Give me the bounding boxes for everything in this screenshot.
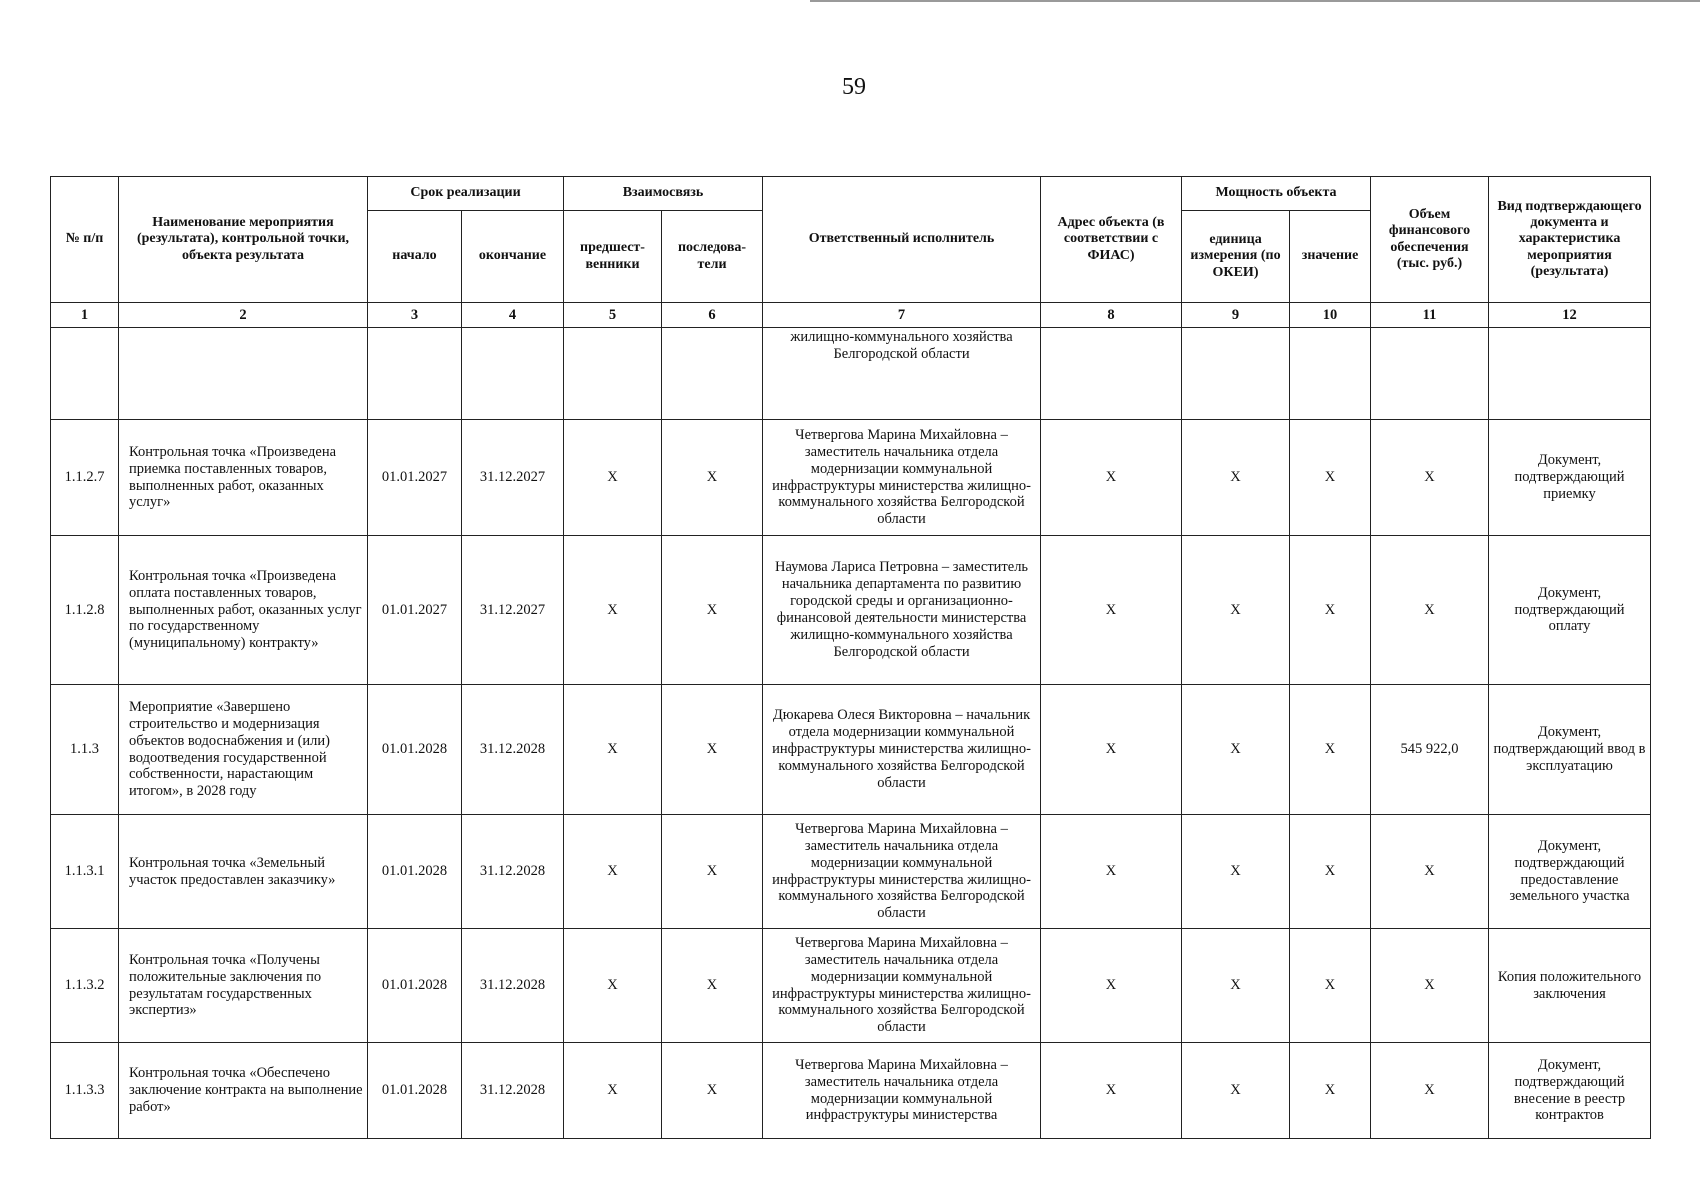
row-responsible: Четвергова Марина Михайловна – заместитель начальника отдела модернизации коммунальной инфраструктуры министерства жилищно-коммунального хозяйства Белгородской области [763, 815, 1041, 929]
row-succ: X [662, 929, 763, 1043]
row-unit: X [1182, 420, 1290, 536]
row-name: Контрольная точка «Земельный участок предоставлен заказчику» [119, 815, 368, 929]
row-num: 1.1.3.2 [51, 929, 119, 1043]
row-start: 01.01.2028 [368, 685, 462, 815]
header-succ: последова-тели [662, 211, 763, 303]
row-unit: X [1182, 929, 1290, 1043]
table-row [51, 420, 1651, 536]
row-responsible: Четвергова Марина Михайловна – заместитель начальника отдела модернизации коммунальной инфраструктуры министерства жилищно-коммунального хозяйства Белгородской области [763, 420, 1041, 536]
row-doc [1489, 328, 1651, 420]
row-responsible: Дюкарева Олеся Викторовна – начальник отдела модернизации коммунальной инфраструктуры министерства жилищно-коммунального хозяйства Белгородской области [763, 685, 1041, 815]
row-pred: X [564, 815, 662, 929]
row-succ: X [662, 420, 763, 536]
table-header [51, 177, 1651, 328]
column-number: 11 [1371, 303, 1489, 328]
row-name [119, 328, 368, 420]
row-num: 1.1.3 [51, 685, 119, 815]
table-row [51, 685, 1651, 815]
header-term-group: Срок реализации [368, 177, 564, 211]
row-unit: X [1182, 685, 1290, 815]
row-end: 31.12.2028 [462, 1043, 564, 1139]
row-start: 01.01.2028 [368, 929, 462, 1043]
header-address: Адрес объекта (в соответствии с ФИАС) [1041, 177, 1182, 303]
row-succ: X [662, 1043, 763, 1139]
column-number: 4 [462, 303, 564, 328]
row-name: Контрольная точка «Получены положительные заключения по результатам государственных экспертиз» [119, 929, 368, 1043]
row-start: 01.01.2027 [368, 420, 462, 536]
row-doc: Документ, подтверждающий предоставление земельного участка [1489, 815, 1651, 929]
row-end: 31.12.2028 [462, 929, 564, 1043]
row-responsible: жилищно-коммунального хозяйства Белгородской области [763, 328, 1041, 420]
column-number: 7 [763, 303, 1041, 328]
row-finance: X [1371, 536, 1489, 685]
row-start [368, 328, 462, 420]
row-pred [564, 328, 662, 420]
row-num: 1.1.3.1 [51, 815, 119, 929]
row-unit: X [1182, 1043, 1290, 1139]
column-number: 5 [564, 303, 662, 328]
row-start: 01.01.2028 [368, 815, 462, 929]
column-number: 6 [662, 303, 763, 328]
column-number: 2 [119, 303, 368, 328]
row-name: Контрольная точка «Произведена оплата поставленных товаров, выполненных работ, оказанных услуг по государственному (муниципальному) контракту» [119, 536, 368, 685]
row-name: Контрольная точка «Обеспечено заключение контракта на выполнение работ» [119, 1043, 368, 1139]
row-succ [662, 328, 763, 420]
row-unit [1182, 328, 1290, 420]
row-num: 1.1.2.8 [51, 536, 119, 685]
header-name: Наименование мероприятия (результата), контрольной точки, объекта результата [119, 177, 368, 303]
row-address: X [1041, 1043, 1182, 1139]
row-pred: X [564, 929, 662, 1043]
table-row [51, 1043, 1651, 1139]
header-finance: Объем финансового обеспечения (тыс. руб.) [1371, 177, 1489, 303]
row-end: 31.12.2028 [462, 815, 564, 929]
row-end: 31.12.2028 [462, 685, 564, 815]
header-value: значение [1290, 211, 1371, 303]
row-succ: X [662, 685, 763, 815]
row-address: X [1041, 685, 1182, 815]
row-address: X [1041, 420, 1182, 536]
row-name: Контрольная точка «Произведена приемка поставленных товаров, выполненных работ, оказанных услуг» [119, 420, 368, 536]
header-relation-group: Взаимосвязь [564, 177, 763, 211]
row-succ: X [662, 536, 763, 685]
row-value: X [1290, 420, 1371, 536]
row-succ: X [662, 815, 763, 929]
row-end: 31.12.2027 [462, 420, 564, 536]
column-number: 3 [368, 303, 462, 328]
row-end [462, 328, 564, 420]
header-responsible: Ответственный исполнитель [763, 177, 1041, 303]
row-pred: X [564, 536, 662, 685]
column-number: 12 [1489, 303, 1651, 328]
column-number: 1 [51, 303, 119, 328]
row-pred: X [564, 420, 662, 536]
row-num: 1.1.2.7 [51, 420, 119, 536]
row-pred: X [564, 1043, 662, 1139]
top-border-line [810, 0, 1700, 2]
header-capacity-group: Мощность объекта [1182, 177, 1371, 211]
column-number: 10 [1290, 303, 1371, 328]
row-finance: 545 922,0 [1371, 685, 1489, 815]
row-unit: X [1182, 536, 1290, 685]
row-finance: X [1371, 815, 1489, 929]
row-doc: Документ, подтверждающий оплату [1489, 536, 1651, 685]
row-finance: X [1371, 929, 1489, 1043]
row-value: X [1290, 815, 1371, 929]
table-row [51, 929, 1651, 1043]
row-address [1041, 328, 1182, 420]
row-unit: X [1182, 815, 1290, 929]
header-pred: предшест-венники [564, 211, 662, 303]
plan-table [50, 176, 1651, 1139]
header-num: № п/п [51, 177, 119, 303]
row-finance: X [1371, 420, 1489, 536]
header-doc: Вид подтверждающего документа и характеристика мероприятия (результата) [1489, 177, 1651, 303]
row-finance: X [1371, 1043, 1489, 1139]
row-responsible: Четвергова Марина Михайловна – заместитель начальника отдела модернизации коммунальной инфраструктуры министерства жилищно-коммунального хозяйства Белгородской области [763, 929, 1041, 1043]
row-value: X [1290, 536, 1371, 685]
column-number: 8 [1041, 303, 1182, 328]
column-number: 9 [1182, 303, 1290, 328]
row-value [1290, 328, 1371, 420]
row-value: X [1290, 685, 1371, 815]
row-num [51, 328, 119, 420]
row-doc: Документ, подтверждающий приемку [1489, 420, 1651, 536]
table-row [51, 815, 1651, 929]
row-pred: X [564, 685, 662, 815]
header-end: окончание [462, 211, 564, 303]
row-responsible: Четвергова Марина Михайловна – заместитель начальника отдела модернизации коммунальной инфраструктуры министерства [763, 1043, 1041, 1139]
row-start: 01.01.2028 [368, 1043, 462, 1139]
row-start: 01.01.2027 [368, 536, 462, 685]
row-doc: Документ, подтверждающий внесение в реестр контрактов [1489, 1043, 1651, 1139]
row-num: 1.1.3.3 [51, 1043, 119, 1139]
row-address: X [1041, 929, 1182, 1043]
row-end: 31.12.2027 [462, 536, 564, 685]
header-start: начало [368, 211, 462, 303]
row-doc: Документ, подтверждающий ввод в эксплуатацию [1489, 685, 1651, 815]
page-number: 59 [842, 74, 866, 100]
row-address: X [1041, 536, 1182, 685]
table-row [51, 328, 1651, 420]
row-name: Мероприятие «Завершено строительство и модернизация объектов водоснабжения и (или) водоотведения государственной собственности, нарастающим итогом», в 2028 году [119, 685, 368, 815]
row-value: X [1290, 1043, 1371, 1139]
header-unit: единица измерения (по ОКЕИ) [1182, 211, 1290, 303]
row-address: X [1041, 815, 1182, 929]
row-value: X [1290, 929, 1371, 1043]
row-doc: Копия положительного заключения [1489, 929, 1651, 1043]
row-responsible: Наумова Лариса Петровна – заместитель начальника департамента по развитию городской среды и организационно-финансовой деятельности министерства жилищно-коммунального хозяйства Белгородской области [763, 536, 1041, 685]
table-row [51, 536, 1651, 685]
row-finance [1371, 328, 1489, 420]
